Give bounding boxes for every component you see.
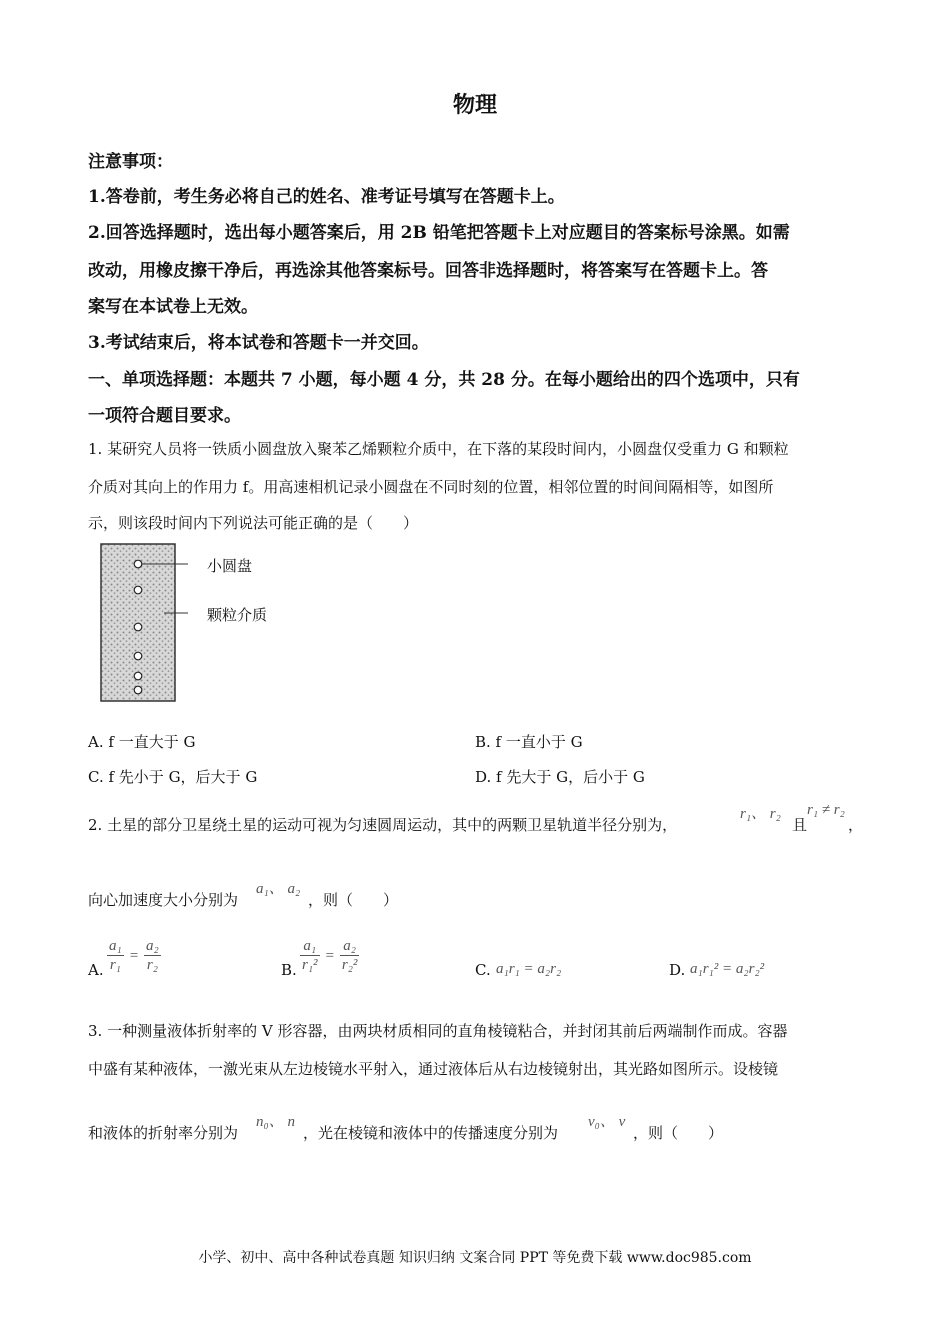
q1-option-d: D. f 先大于 G，后小于 G: [475, 768, 645, 786]
q1-stem-line-1: 1. 某研究人员将一铁质小圆盘放入聚苯乙烯颗粒介质中，在下落的某段时间内，小圆盘仅受重力 G 和颗粒: [88, 440, 789, 458]
label-small-disk: 小圆盘: [207, 557, 253, 575]
q2-radii-unequal: r₁ ≠ r₂: [807, 802, 845, 818]
q2-accelerations: a₁、 a₂: [256, 881, 301, 897]
disk-position: [134, 652, 142, 660]
q2-radii: r₁、 r₂: [740, 806, 781, 822]
label-granular-medium: 颗粒介质: [207, 606, 268, 624]
q3-stem-mid: ，光在棱镜和液体中的传播速度分别为: [303, 1124, 559, 1142]
disk-position: [134, 672, 142, 680]
section-1-line-2: 一项符合题目要求。: [88, 406, 241, 426]
q2-option-c-label: C.: [475, 961, 491, 979]
footer: 小学、初中、高中各种试卷真题 知识归纳 文案合同 PPT 等免费下载 www.doc985.com: [198, 1250, 752, 1266]
q2-stem-text: 2. 土星的部分卫星绕土星的运动可视为匀速圆周运动，其中的两颗卫星轨道半径分别为，: [88, 816, 678, 834]
q2-option-b-expr: $\frac{\text{a₁}}{\text{r₁²}}$ = $\frac{\text{a₂}}{\text{r₂²}}$: [302, 938, 358, 973]
q2-option-b-label: B.: [281, 961, 297, 979]
q1-stem-line-3: 示，则该段时间内下列说法可能正确的是（ ）: [88, 514, 419, 532]
disk-position: [134, 623, 142, 631]
notice-item-1: 1.答卷前，考生务必将自己的姓名、准考证号填写在答题卡上。: [88, 187, 565, 207]
q2-and: 且: [792, 816, 808, 834]
notice-item-3: 3.考试结束后，将本试卷和答题卡一并交回。: [88, 333, 429, 353]
disk-position: [134, 560, 142, 568]
q1-option-c: C. f 先小于 G，后大于 G: [88, 768, 258, 786]
notice-item-2-line-1: 2.回答选择题时，选出每小题答案后，用 2B 铅笔把答题卡上对应题目的答案标号涂黑。如需: [88, 223, 790, 243]
section-1-line-1: 一、单项选择题：本题共 7 小题，每小题 4 分，共 28 分。在每小题给出的四个选项中，只有: [88, 370, 800, 390]
disk-position: [134, 686, 142, 694]
q3-refractive-indices: n₀、 n: [256, 1114, 295, 1130]
q2-stem-line-1: [88, 814, 677, 835]
page-title: 物理: [452, 92, 497, 118]
q2-stem-text-2: 向心加速度大小分别为: [88, 891, 239, 909]
q2-option-a-expr: $\frac{\text{a₁}}{\text{r₁}}$ = $\frac{\text{a₂}}{\text{r₂}}$: [109, 938, 159, 973]
q3-stem-line-3: 和液体的折射率分别为: [88, 1124, 239, 1142]
q3-stem-end: ，则（ ）: [633, 1124, 724, 1142]
notice-item-2-line-2: 改动，用橡皮擦干净后，再选涂其他答案标号。回答非选择题时，将答案写在答题卡上。答: [88, 261, 768, 281]
disk-position: [134, 586, 142, 594]
notice-heading: 注意事项：: [88, 152, 173, 172]
q3-stem-line-2: 中盛有某种液体，一激光束从左边棱镜水平射入，通过液体后从右边棱镜射出，其光路如图所示。设棱镜: [88, 1060, 779, 1078]
q2-option-c-expr: a₁r₁ = a₂r₂: [496, 961, 562, 977]
q2-option-d-label: D.: [669, 961, 686, 979]
q1-option-a: A. f 一直大于 G: [88, 733, 196, 751]
q1-option-b: B. f 一直小于 G: [475, 733, 583, 751]
q2-comma: ，: [848, 816, 864, 834]
q3-speeds: v₀、 v: [588, 1114, 626, 1130]
q2-option-d-expr: a₁r₁² = a₂r₂²: [690, 961, 765, 977]
q2-stem-end: ，则（ ）: [308, 891, 399, 909]
q1-stem-line-2: 介质对其向上的作用力 f。用高速相机记录小圆盘在不同时刻的位置，相邻位置的时间间隔相等，如图所: [88, 478, 774, 496]
q1-figure: [98, 541, 188, 705]
q2-stem-line-2: [88, 889, 238, 910]
notice-item-2-line-3: 案写在本试卷上无效。: [88, 297, 258, 317]
q3-stem-line-1: 3. 一种测量液体折射率的 V 形容器，由两块材质相同的直角棱镜粘合，并封闭其前后两端制作而成。容器: [88, 1022, 788, 1040]
q2-option-a-label: A.: [88, 961, 104, 979]
